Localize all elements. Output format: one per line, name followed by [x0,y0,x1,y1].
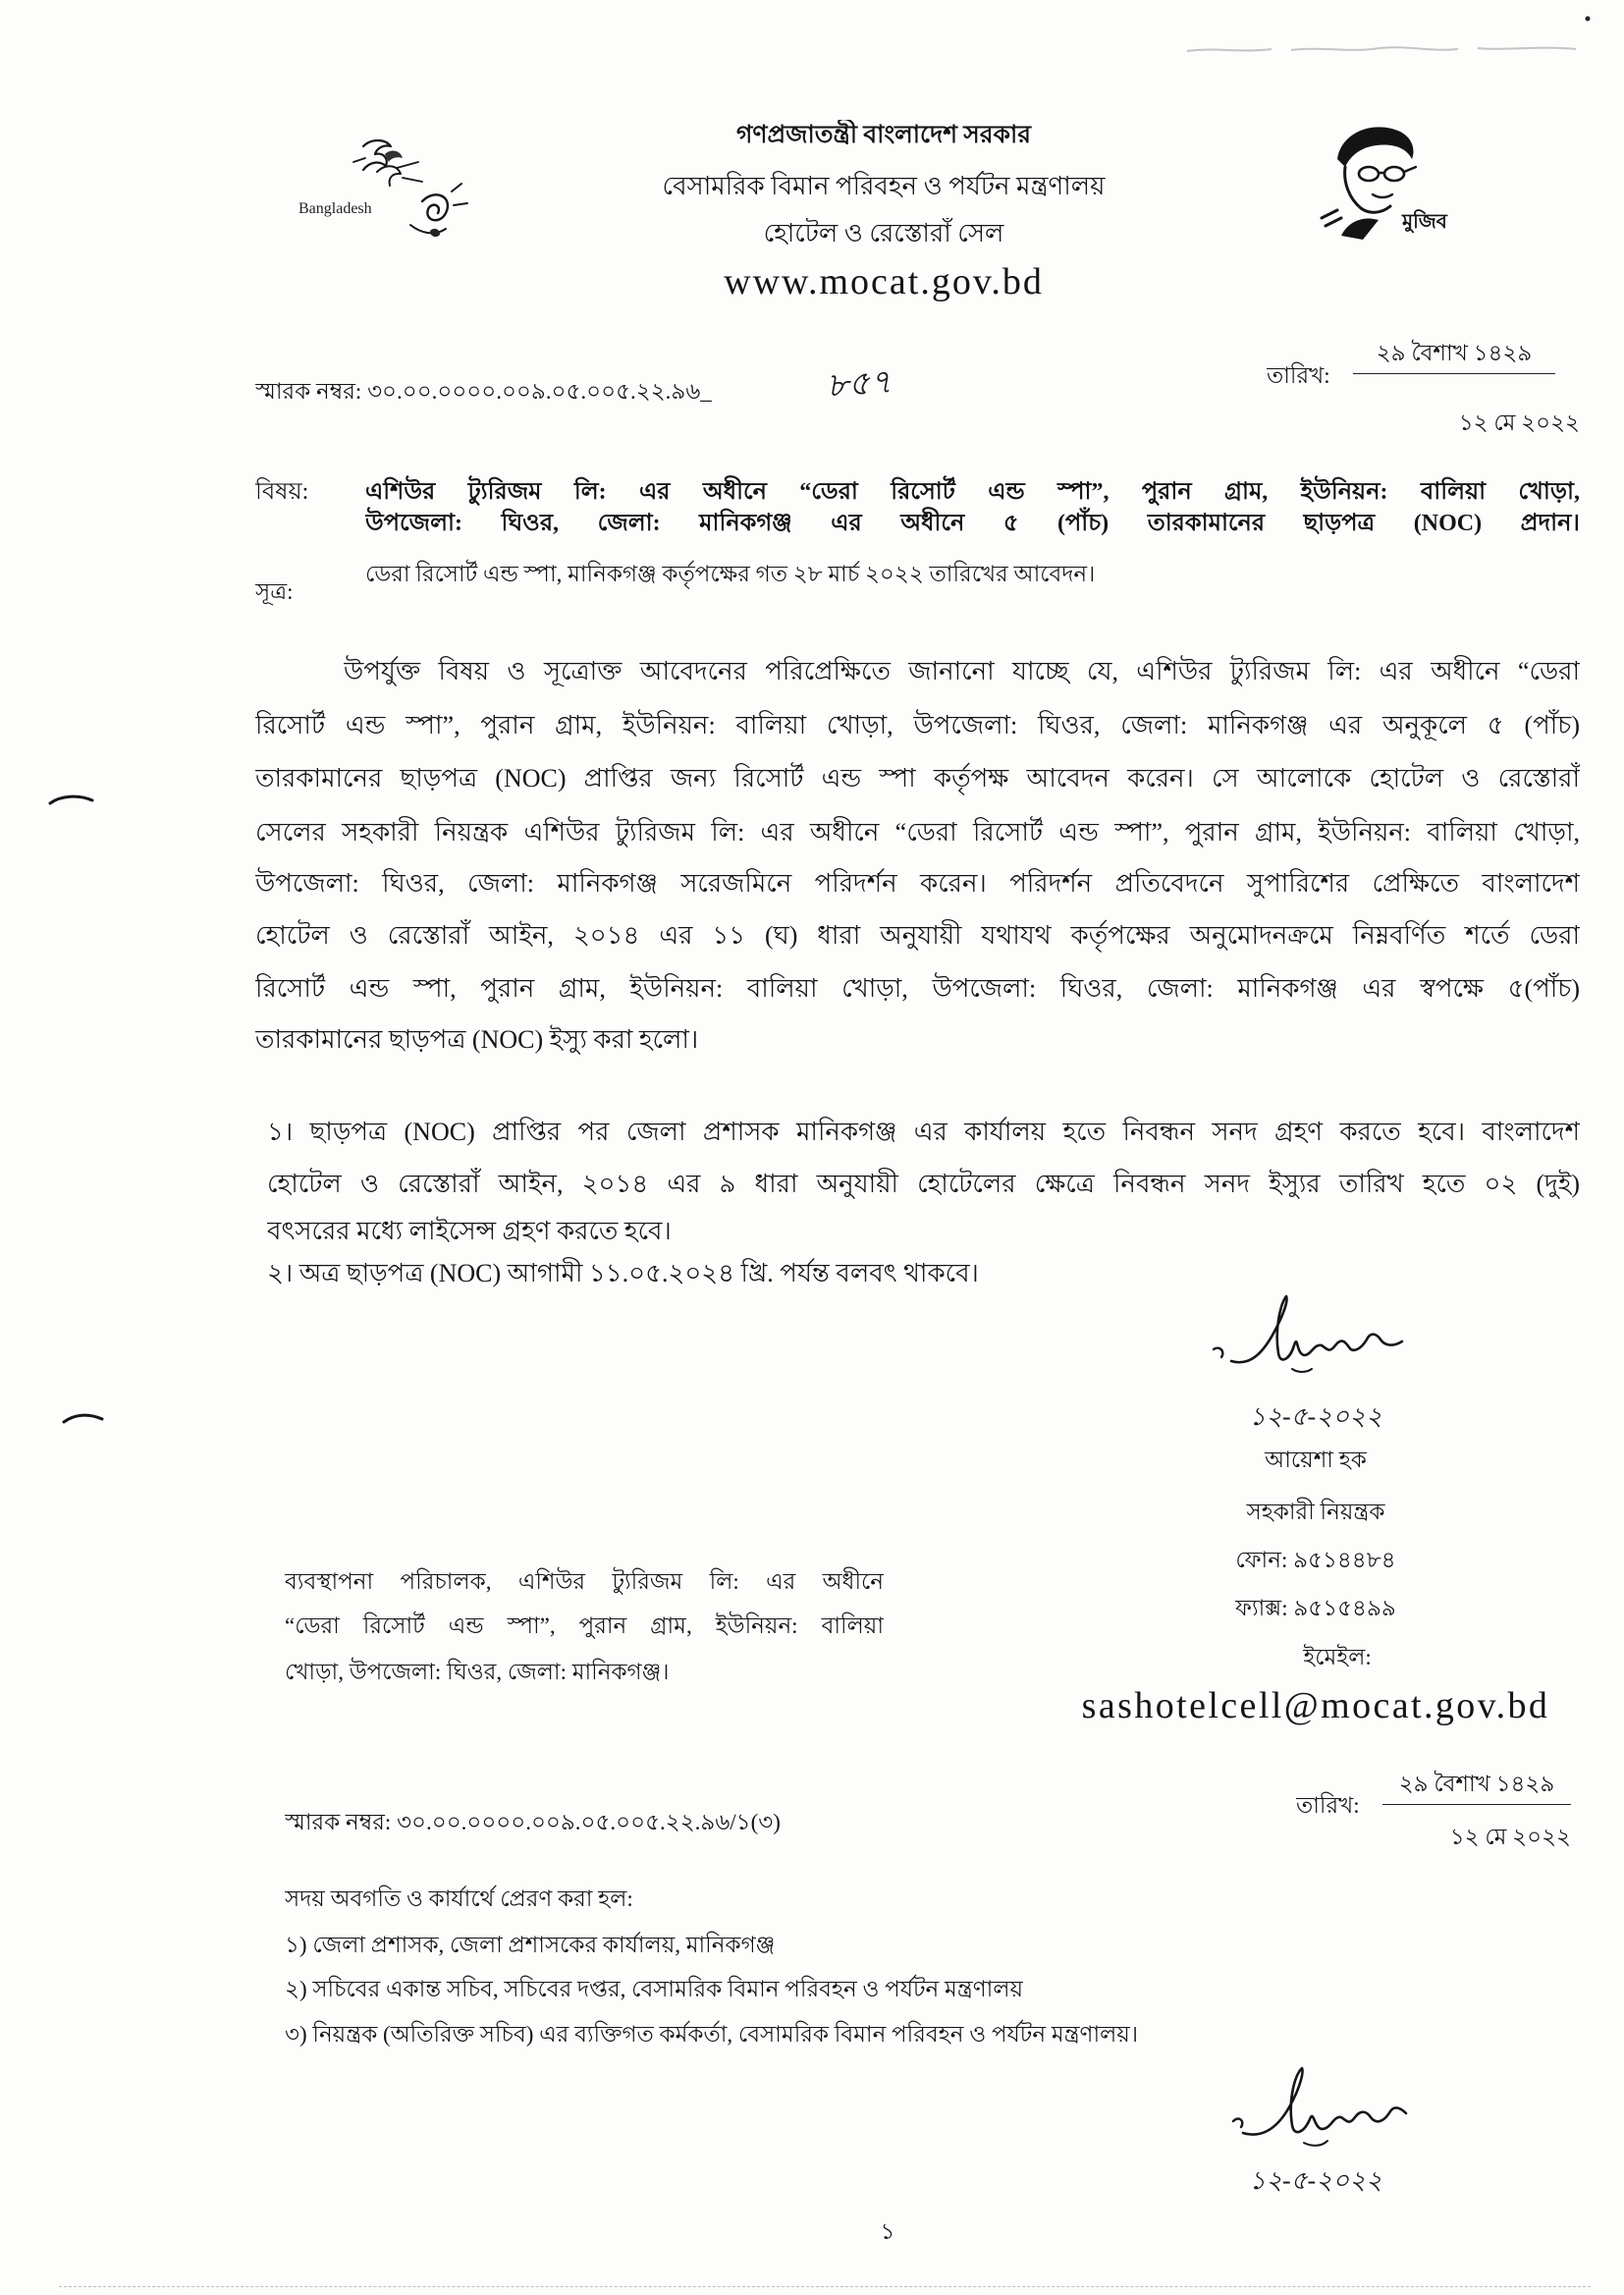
condition-2: ২। অত্র ছাড়পত্র (NOC) আগামী ১১.০৫.২০২৪ খ্রি. পর্যন্ত বলবৎ থাকবে। [267,1259,979,1287]
signatory-name: আয়েশা হক [1265,1448,1367,1472]
memo-date-english: ১২ মে ২০২২ [1458,410,1580,435]
signatory-phone: ফোন: ৯৫১৪৪৮৪ [1235,1548,1396,1572]
copy-memo-date-label: তারিখ: [1296,1793,1360,1818]
distribution-item: ১) জেলা প্রশাসক, জেলা প্রশাসকের কার্যালয়, মানিকগঞ্জ [285,1933,776,1957]
bangladesh-logo-text: Bangladesh [298,200,372,217]
condition-1-line: হোটেল ও রেস্তোরাঁ আইন, ২০১৪ এর ৯ ধারা অনুযায়ী হোটেলের ক্ষেত্রে নিবন্ধন সনদ ইস্যুর তারিখ হতে ০২ (দুই) [267,1170,1580,1198]
signature [1208,1288,1409,1382]
margin-mark [47,788,96,811]
signatory-email-label: ইমেইল: [1303,1645,1372,1669]
copy-memo-number: স্মারক নম্বর: ৩০.০০.০০০০.০০৯.০৫.০০৫.২২.৯৬/১(৩) [285,1810,781,1834]
margin-mark [61,1406,106,1430]
subject-line: এশিউর ট্যুরিজম লি: এর অধীনে “ডেরা রিসোর্ট এন্ড স্পা”, পুরান গ্রাম, ইউনিয়ন: বালিয়া খোড়া, [365,479,1580,505]
signatory-email: sashotelcell@mocat.gov.bd [1081,1685,1550,1726]
memo-number-handwritten: ৮৫৭ [825,363,893,406]
copy-memo-date-english: ১২ মে ২০২২ [1449,1825,1571,1849]
header-ministry: বেসামরিক বিমান পরিবহন ও পর্যটন মন্ত্রণালয় [662,172,1106,200]
mujib-logo-text: মুজিব [1402,211,1447,233]
header-government: গণপ্রজাতন্ত্রী বাংলাদেশ সরকার [735,122,1032,148]
body-line: তারকামানের ছাড়পত্র (NOC) ইস্যু করা হলো। [255,1025,699,1054]
condition-1-line: ১। ছাড়পত্র (NOC) প্রাপ্তির পর জেলা প্রশাসক মানিকগঞ্জ এর কার্যালয় হতে নিবন্ধন সনদ গ্রহণ করতে হবে। বাংলাদেশ [267,1118,1580,1146]
mujib-logo [1316,118,1463,241]
signatory-fax: ফ্যাক্স: ৯৫১৫৪৯৯ [1235,1596,1396,1620]
reference-text: ডেরা রিসোর্ট এন্ড স্পা, মানিকগঞ্জ কর্তৃপক্ষের গত ২৮ মার্চ ২০২২ তারিখের আবেদন। [365,562,1096,586]
distribution-item: ২) সচিবের একান্ত সচিব, সচিবের দপ্তর, বেসামরিক বিমান পরিবহন ও পর্যটন মন্ত্রণালয় [285,1977,1024,2001]
signature [1229,2062,1411,2153]
body-line: উপর্যুক্ত বিষয় ও সূত্রোক্ত আবেদনের পরিপ্রেক্ষিতে জানানো যাচ্ছে যে, এশিউর ট্যুরিজম লি: এর অধীনে “ডেরা [344,657,1580,685]
body-line: হোটেল ও রেস্তোরাঁ আইন, ২০১৪ এর ১১ (ঘ) ধারা অনুযায়ী যথাযথ কর্তৃপক্ষের অনুমোদনক্রমে নিম্নবর্ণিত শর্তে ডেরা [255,921,1580,950]
body-line: তারকামানের ছাড়পত্র (NOC) প্রাপ্তির জন্য রিসোর্ট এন্ড স্পা কর্তৃপক্ষ আবেদন করেন। সে আলোকে হোটেল ও রেস্তোরাঁ [255,764,1580,792]
addressee-line: “ডেরা রিসোর্ট এন্ড স্পা”, পুরান গ্রাম, ইউনিয়ন: বালিয়া [285,1613,884,1638]
signatory-designation: সহকারী নিয়ন্ত্রক [1246,1500,1385,1524]
distribution-signature-date: ১২-৫-২০২২ [1249,2166,1382,2195]
distribution-item: ৩) নিয়ন্ত্রক (অতিরিক্ত সচিব) এর ব্যক্তিগত কর্মকর্তা, বেসামরিক বিমান পরিবহন ও পর্যটন মন্ত্রণালয়। [285,2022,1139,2047]
distribution-intro: সদয় অবগতি ও কার্যার্থে প্রেরণ করা হল: [285,1886,633,1911]
scan-edge-line [59,2286,1591,2287]
reference-label: সূত্র: [255,579,294,604]
condition-1-line: বৎসরের মধ্যে লাইসেন্স গ্রহণ করতে হবে। [267,1217,672,1245]
body-line: রিসোর্ট এন্ড স্পা, পুরান গ্রাম, ইউনিয়ন: বালিয়া খোড়া, উপজেলা: ঘিওর, জেলা: মানিকগঞ্জ এর স্বপক্ষে ৫(পাঁচ) [255,974,1580,1003]
subject-line: উপজেলা: ঘিওর, জেলা: মানিকগঞ্জ এর অধীনে ৫ (পাঁচ) তারকামানের ছাড়পত্র (NOC) প্রদান। [365,511,1580,536]
header-cell: হোটেল ও রেস্তোরাঁ সেল [763,219,1004,247]
memo-number: স্মারক নম্বর: ৩০.০০.০০০০.০০৯.০৫.০০৫.২২.৯৬_ [255,379,712,404]
header-website: www.mocat.gov.bd [724,261,1044,302]
addressee-line: ব্যবস্থাপনা পরিচালক, এশিউর ট্যুরিজম লি: এর অধীনে [285,1569,884,1594]
signature-date: ১২-৫-২০২২ [1249,1402,1382,1431]
copy-memo-date-bangla: ২৯ বৈশাখ ১৪২৯ [1382,1769,1571,1805]
scan-noise [1183,39,1596,59]
body-line: রিসোর্ট এন্ড স্পা”, পুরান গ্রাম, ইউনিয়ন: বালিয়া খোড়া, উপজেলা: ঘিওর, জেলা: মানিকগঞ্জ এর অনুকূলে ৫ (পাঁচ) [255,711,1580,739]
page-number: ১ [880,2219,895,2244]
bangladesh-logo [295,133,476,246]
memo-date-label: তারিখ: [1267,363,1330,388]
subject-label: বিষয়: [255,479,309,505]
body-line: সেলের সহকারী নিয়ন্ত্রক এশিউর ট্যুরিজম লি: এর অধীনে “ডেরা রিসোর্ট এন্ড স্পা”, পুরান গ্রাম, ইউনিয়ন: বালিয়া খোড়া, [255,818,1580,847]
scan-dot [1581,12,1595,26]
body-line: উপজেলা: ঘিওর, জেলা: মানিকগঞ্জ সরেজমিনে পরিদর্শন করেন। পরিদর্শন প্রতিবেদনে সুপারিশের প্রেক্ষিতে বাংলাদেশ [255,869,1580,898]
addressee-line: খোড়া, উপজেলা: ঘিওর, জেলা: মানিকগঞ্জ। [285,1660,670,1684]
memo-date-bangla: ২৯ বৈশাখ ১৪২৯ [1353,338,1555,374]
